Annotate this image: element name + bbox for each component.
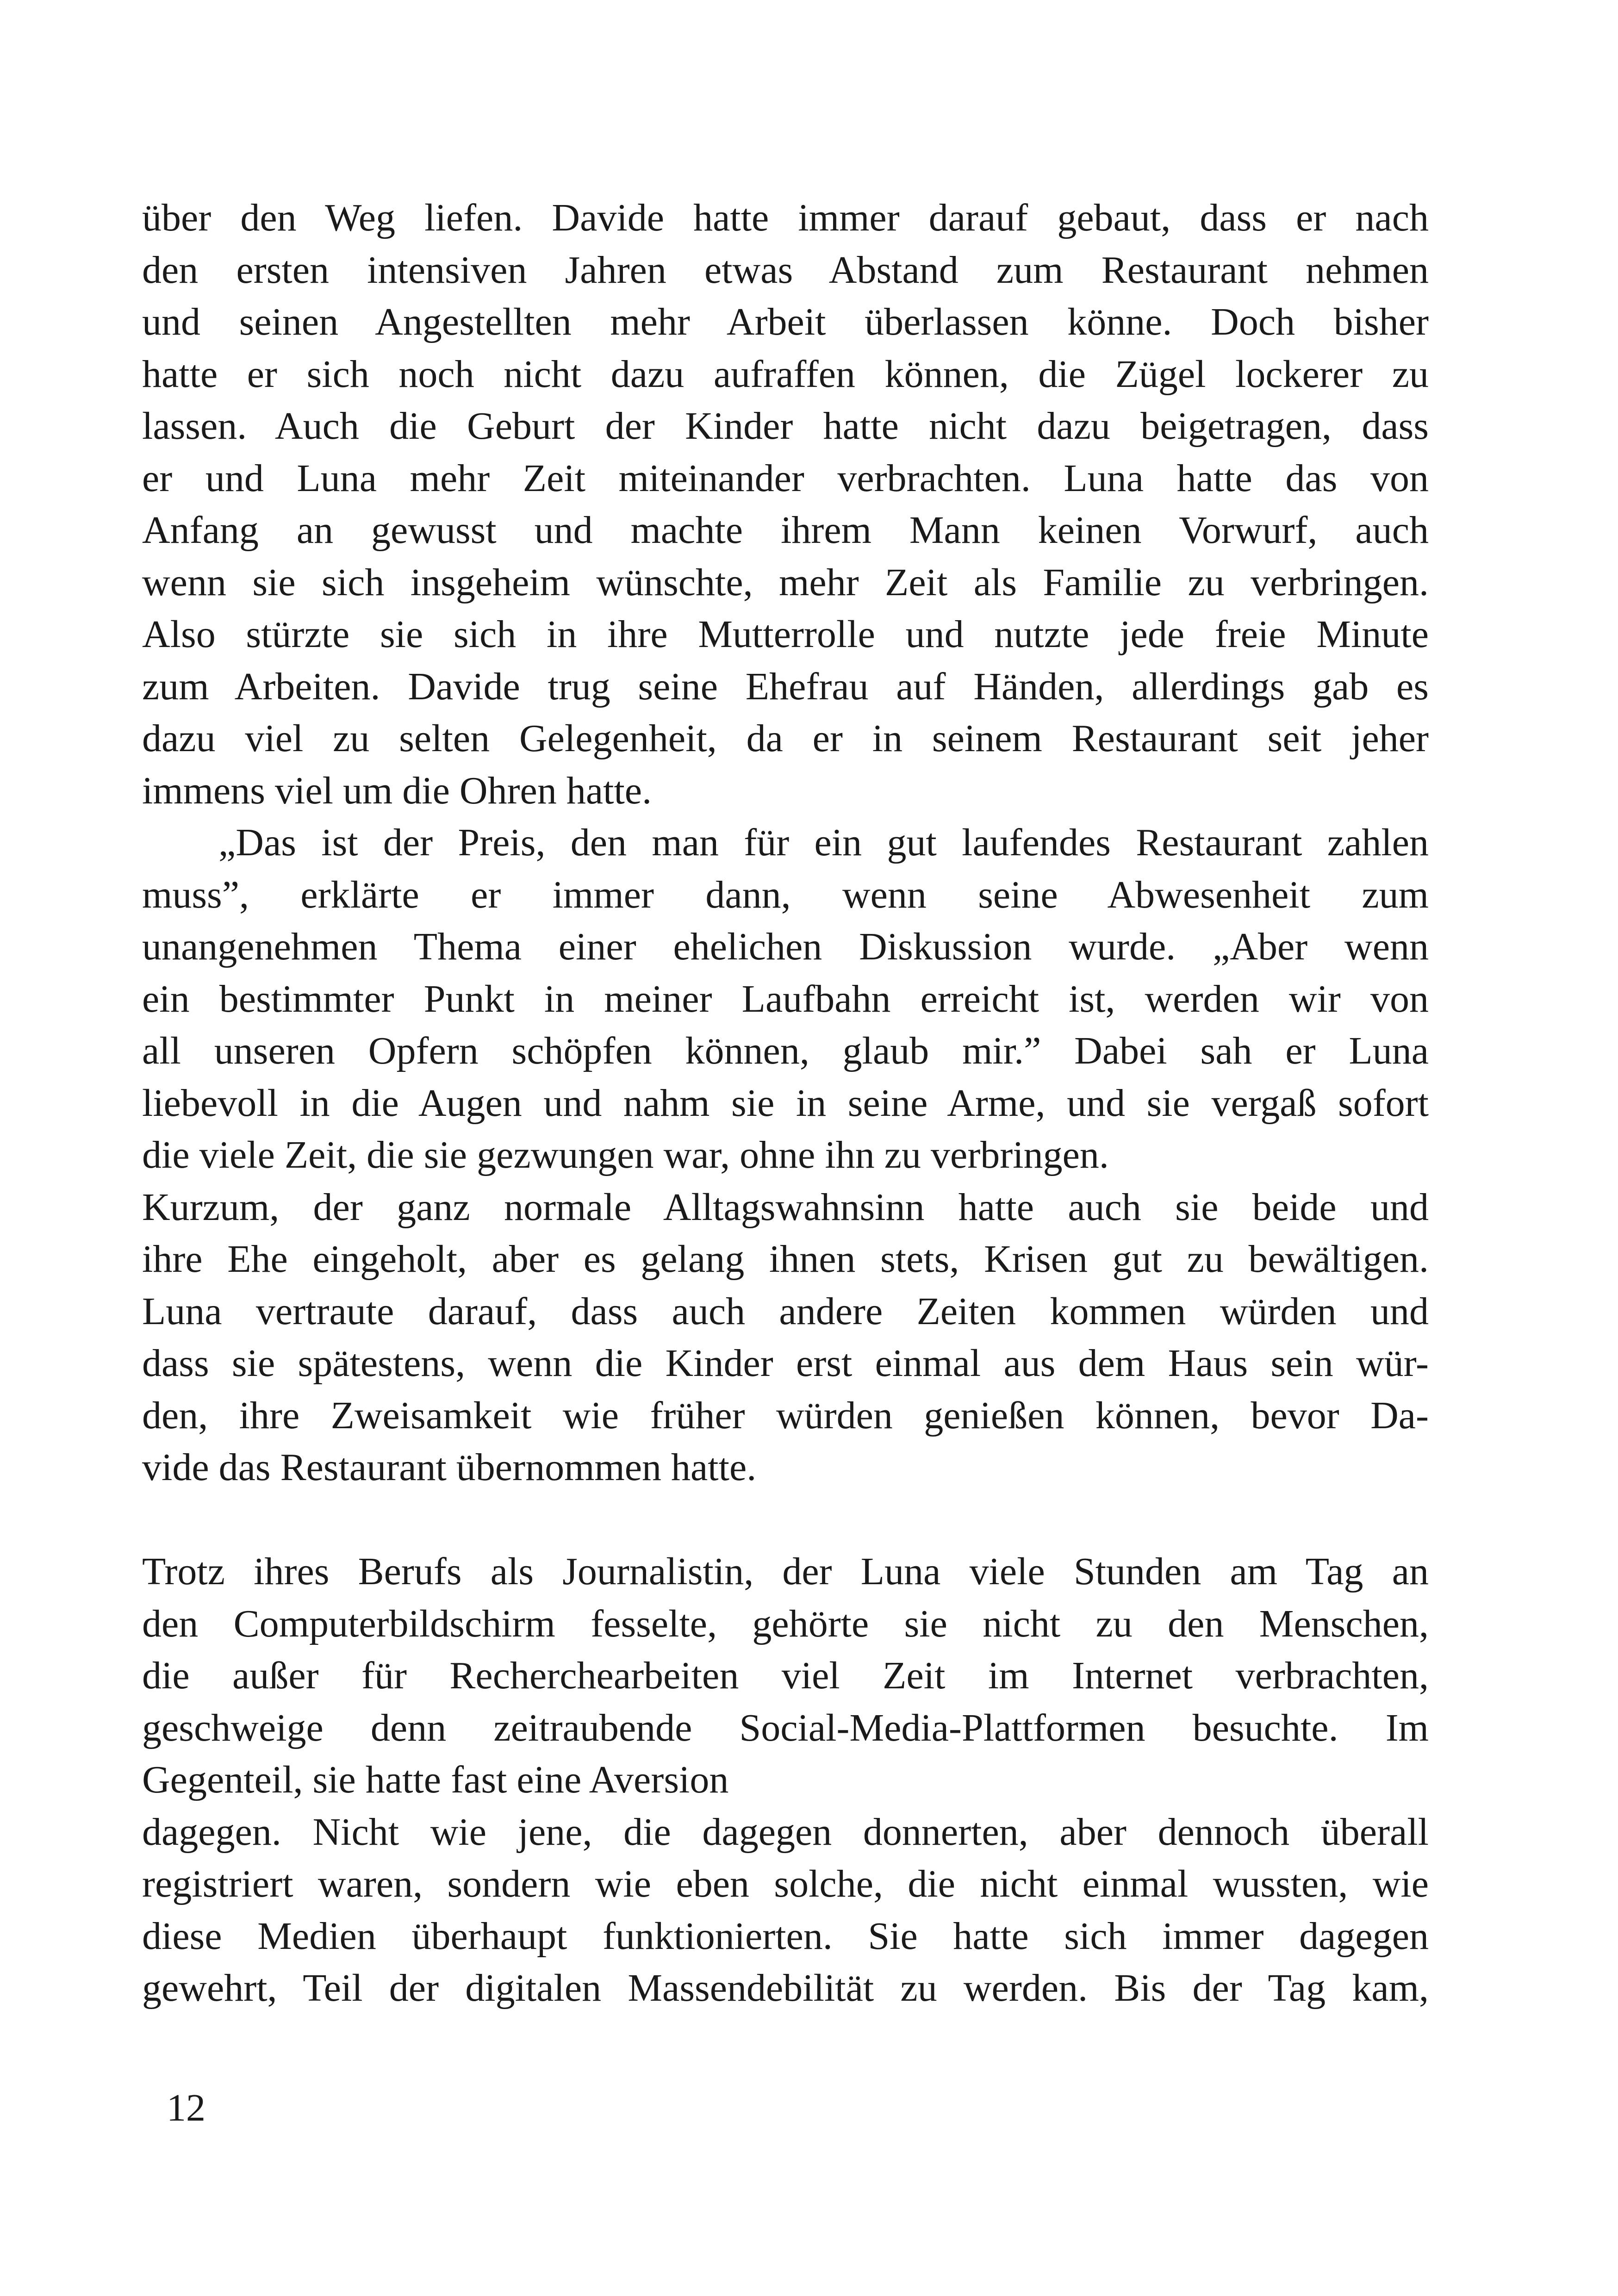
body-text <box>142 192 1429 2015</box>
text-line: geschweige denn zeitraubende Social-Media-Plattformen besuchte. Im <box>142 1706 1429 1749</box>
text-line: „Das ist der Preis, den man für ein gut laufendes Restaurant zahlen <box>218 821 1429 864</box>
text-line: den, ihre Zweisamkeit wie früher würden genießen können, bevor Da- <box>142 1394 1429 1437</box>
text-line: dazu viel zu selten Gelegenheit, da er in seinem Restaurant seit jeher <box>142 717 1429 760</box>
text-line: den Computerbildschirm fesselte, gehörte sie nicht zu den Menschen, <box>142 1602 1429 1645</box>
text-line: liebevoll in die Augen und nahm sie in seine Arme, und sie vergaß sofort <box>142 1081 1429 1125</box>
text-line: immens viel um die Ohren hatte. <box>142 769 652 812</box>
text-line: Kurzum, der ganz normale Alltagswahnsinn hatte auch sie beide und <box>142 1185 1429 1229</box>
text-line: dagegen. Nicht wie jene, die dagegen donnerten, aber dennoch überall <box>142 1810 1429 1854</box>
text-line: hatte er sich noch nicht dazu aufraffen können, die Zügel lockerer zu <box>142 352 1429 396</box>
text-line: ein bestimmter Punkt in meiner Laufbahn erreicht ist, werden wir von <box>142 977 1429 1020</box>
text-line: Luna vertraute darauf, dass auch andere Zeiten kommen würden und <box>142 1289 1429 1333</box>
text-line: unangenehmen Thema einer ehelichen Diskussion wurde. „Aber wenn <box>142 925 1429 968</box>
text-line: zum Arbeiten. Davide trug seine Ehefrau auf Händen, allerdings gab es <box>142 665 1429 708</box>
text-line: vide das Restaurant übernommen hatte. <box>142 1446 757 1489</box>
text-line: Trotz ihres Berufs als Journalistin, der Luna viele Stunden am Tag an <box>142 1550 1429 1593</box>
text-line: wenn sie sich insgeheim wünschte, mehr Zeit als Familie zu verbringen. <box>142 560 1429 604</box>
text-line: und seinen Angestellten mehr Arbeit überlassen könne. Doch bisher <box>142 300 1429 343</box>
text-line: Anfang an gewusst und machte ihrem Mann keinen Vorwurf, auch <box>142 509 1429 552</box>
text-line: lassen. Auch die Geburt der Kinder hatte nicht dazu beigetragen, dass <box>142 404 1429 448</box>
text-line: die viele Zeit, die sie gezwungen war, ohne ihn zu verbringen. <box>142 1133 1109 1176</box>
text-line: diese Medien überhaupt funktionierten. Sie hatte sich immer dagegen <box>142 1914 1429 1958</box>
text-line: Also stürzte sie sich in ihre Mutterrolle und nutzte jede freie Minute <box>142 613 1429 656</box>
text-line: ihre Ehe eingeholt, aber es gelang ihnen stets, Krisen gut zu bewältigen. <box>142 1238 1429 1281</box>
text-line: über den Weg liefen. Davide hatte immer darauf gebaut, dass er nach <box>142 196 1429 239</box>
paragraph-break <box>142 1494 1429 1546</box>
text-line: den ersten intensiven Jahren etwas Abstand zum Restaurant nehmen <box>142 248 1429 292</box>
text-line: er und Luna mehr Zeit miteinander verbrachten. Luna hatte das von <box>142 456 1429 500</box>
text-line: gewehrt, Teil der digitalen Massendebilität zu werden. Bis der Tag kam, <box>142 1966 1429 2010</box>
text-line: registriert waren, sondern wie eben solche, die nicht einmal wussten, wie <box>142 1862 1429 1905</box>
text-line: all unseren Opfern schöpfen können, glaub mir.” Dabei sah er Luna <box>142 1029 1429 1072</box>
page-number: 12 <box>167 2086 205 2129</box>
text-line: muss”, erklärte er immer dann, wenn seine Abwesenheit zum <box>142 873 1429 916</box>
text-line: dass sie spätestens, wenn die Kinder erst einmal aus dem Haus sein wür- <box>142 1342 1429 1385</box>
text-line: Gegenteil, sie hatte fast eine Aversion <box>142 1758 729 1801</box>
text-line: die außer für Recherchearbeiten viel Zeit im Internet verbrachten, <box>142 1654 1429 1697</box>
